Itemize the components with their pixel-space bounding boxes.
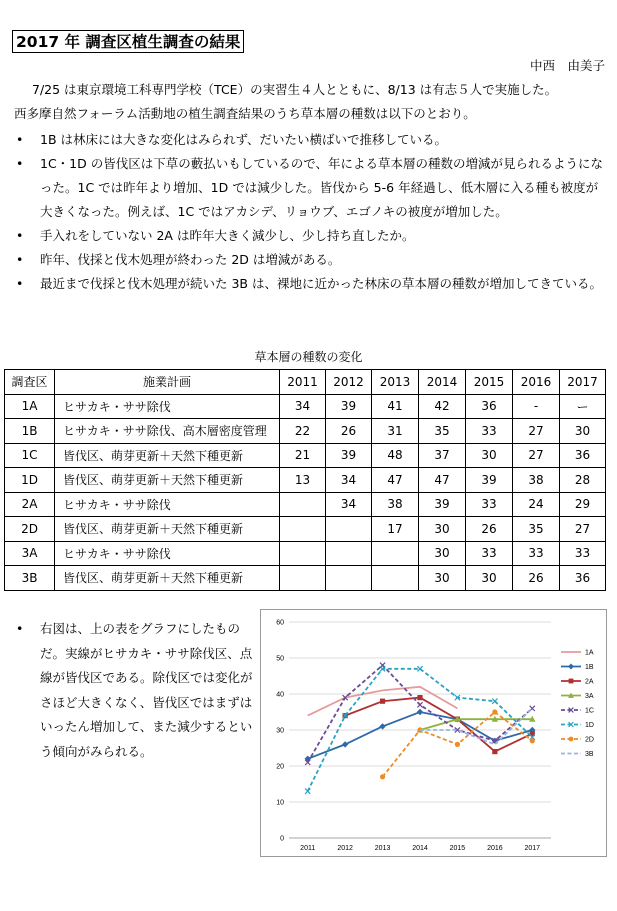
- treatment-cell: 皆伐区、萌芽更新＋天然下種更新: [55, 443, 280, 468]
- count-cell: [280, 541, 326, 566]
- count-cell: 26: [466, 517, 513, 542]
- count-cell: [372, 566, 419, 591]
- chart-note-item: [14, 617, 254, 764]
- count-cell: 13: [280, 468, 326, 493]
- count-cell: 47: [372, 468, 419, 493]
- point-2D: [492, 709, 497, 714]
- bullet-mark: •: [16, 276, 24, 291]
- y-tick-label: 0: [280, 835, 284, 843]
- count-cell: 38: [372, 492, 419, 517]
- count-cell: 37: [419, 443, 466, 468]
- finding-item: [14, 128, 606, 152]
- table-caption: 草本層の種数の変化: [254, 350, 363, 364]
- finding-text: 昨年、伐採と伐木処理が終わった 2D は増減がある。: [40, 252, 341, 267]
- x-tick-label: 2013: [374, 845, 391, 852]
- legend-label-1C: 1C: [585, 707, 594, 715]
- count-cell: 30: [466, 443, 513, 468]
- count-cell: 34: [280, 394, 326, 419]
- point-2A: [492, 749, 497, 754]
- point-1D: [492, 699, 497, 704]
- header-cell: 施業計画: [55, 370, 280, 395]
- treatment-cell: ヒサカキ・ササ除伐: [55, 394, 280, 419]
- table-row: [5, 443, 606, 468]
- table-row: [5, 419, 606, 444]
- count-cell: [280, 566, 326, 591]
- count-cell: 39: [326, 394, 372, 419]
- count-cell: 33: [466, 492, 513, 517]
- count-cell: ー: [560, 394, 606, 419]
- x-tick-label: 2011: [300, 845, 316, 852]
- count-cell: [326, 541, 372, 566]
- legend-label-1D: 1D: [585, 722, 594, 729]
- x-tick-label: 2015: [449, 845, 466, 852]
- count-cell: 26: [513, 566, 560, 591]
- legend-label-3A: 3A: [585, 693, 594, 700]
- count-cell: -: [513, 394, 560, 419]
- bullet-mark: •: [16, 132, 24, 147]
- point-1C: [417, 702, 422, 707]
- bullet-mark: •: [16, 621, 24, 636]
- header-cell: 2014: [419, 370, 466, 395]
- count-cell: 36: [560, 566, 606, 591]
- y-tick-label: 10: [276, 799, 284, 807]
- count-cell: 26: [326, 419, 372, 444]
- count-cell: 33: [513, 541, 560, 566]
- legend-label-1B: 1B: [585, 664, 594, 671]
- legend-marker-1B: [568, 664, 574, 670]
- count-cell: 39: [326, 443, 372, 468]
- plot-id-cell: 3B: [5, 566, 55, 591]
- count-cell: 22: [280, 419, 326, 444]
- point-1B: [379, 723, 385, 729]
- count-cell: 42: [419, 394, 466, 419]
- count-cell: 27: [513, 443, 560, 468]
- point-2A: [417, 695, 422, 700]
- treatment-cell: 皆伐区、萌芽更新＋天然下種更新: [55, 517, 280, 542]
- count-cell: 31: [372, 419, 419, 444]
- finding-item: [14, 248, 606, 272]
- header-cell: 2012: [326, 370, 372, 395]
- chart-note-text: 右図は、上の表をグラフにしたものだ。実線がヒサカキ・ササ除伐区、点線が皆伐区である。除伐区では変化がさほど大きくなく、皆伐区ではまずはいったん増加して、また減少するという傾向がみられる。: [40, 621, 253, 759]
- count-cell: [326, 566, 372, 591]
- x-tick-label: 2014: [412, 845, 428, 852]
- treatment-cell: 皆伐区、萌芽更新＋天然下種更新: [55, 566, 280, 591]
- count-cell: 27: [513, 419, 560, 444]
- header-cell: 2017: [560, 370, 606, 395]
- count-cell: 34: [326, 468, 372, 493]
- count-cell: 35: [513, 517, 560, 542]
- x-tick-label: 2016: [487, 845, 503, 852]
- table-body: [5, 394, 606, 590]
- table-row: [5, 541, 606, 566]
- y-tick-label: 60: [276, 619, 284, 627]
- count-cell: 27: [560, 517, 606, 542]
- finding-item: [14, 152, 606, 224]
- finding-item: [14, 224, 606, 248]
- table-row: [5, 566, 606, 591]
- plot-id-cell: 1A: [5, 394, 55, 419]
- legend-marker-2A: [569, 679, 574, 684]
- legend-label-1A: 1A: [585, 649, 594, 657]
- x-tick-label: 2012: [337, 845, 353, 852]
- plot-id-cell: 2D: [5, 517, 55, 542]
- point-1B: [417, 709, 423, 715]
- count-cell: [372, 541, 419, 566]
- y-tick-label: 30: [276, 727, 284, 735]
- point-2D: [455, 742, 460, 747]
- count-cell: 39: [466, 468, 513, 493]
- count-cell: 30: [466, 566, 513, 591]
- count-cell: [280, 492, 326, 517]
- species-line-chart: [260, 609, 607, 857]
- header-cell: 調査区: [5, 370, 55, 395]
- table-header-row: [5, 370, 606, 395]
- point-1B: [342, 741, 348, 747]
- bullet-mark: •: [16, 228, 24, 243]
- count-cell: 39: [419, 492, 466, 517]
- y-tick-label: 20: [276, 763, 284, 771]
- point-2D: [380, 774, 385, 779]
- count-cell: 30: [560, 419, 606, 444]
- finding-item: [14, 272, 606, 296]
- count-cell: 33: [560, 541, 606, 566]
- x-tick-label: 2017: [524, 845, 541, 852]
- chart-note: [14, 617, 254, 764]
- treatment-cell: 皆伐区、萌芽更新＋天然下種更新: [55, 468, 280, 493]
- table-row: [5, 394, 606, 419]
- table-row: [5, 517, 606, 542]
- count-cell: 30: [419, 517, 466, 542]
- header-cell: 2013: [372, 370, 419, 395]
- finding-text: 1B は林床には大きな変化はみられず、だいたい横ばいで推移している。: [40, 132, 448, 147]
- header-cell: 2016: [513, 370, 560, 395]
- plot-id-cell: 1B: [5, 419, 55, 444]
- author-name: 中西 由美子: [529, 58, 605, 73]
- count-cell: 28: [560, 468, 606, 493]
- treatment-cell: ヒサカキ・ササ除伐: [55, 541, 280, 566]
- count-cell: 30: [419, 566, 466, 591]
- legend-label-3B: 3B: [585, 751, 594, 758]
- count-cell: 34: [326, 492, 372, 517]
- treatment-cell: ヒサカキ・ササ除伐、高木層密度管理: [55, 419, 280, 444]
- y-tick-label: 50: [276, 655, 284, 663]
- count-cell: 35: [419, 419, 466, 444]
- species-count-table: [4, 369, 606, 591]
- finding-text: 1C・1D の皆伐区は下草の藪払いもしているので、年による草本層の種数の増減が見られるようになった。1C では昨年より増加、1D では減少した。皆伐から 5-6 年経過し、低木層に入る種も被度が大きくなった。例えば、1C ではアカシデ、リョウブ、エゴノキの被度が増加した。: [40, 156, 603, 219]
- finding-text: 最近まで伐採と伐木処理が続いた 3B は、裸地に近かった林床の草本層の種数が増加してきている。: [40, 276, 602, 291]
- count-cell: [326, 517, 372, 542]
- intro-paragraph: [14, 78, 606, 126]
- plot-id-cell: 2A: [5, 492, 55, 517]
- count-cell: 36: [466, 394, 513, 419]
- legend-label-2A: 2A: [585, 678, 594, 686]
- count-cell: 33: [466, 419, 513, 444]
- point-2D: [530, 738, 535, 743]
- page-title: 2017 年 調査区植生調査の結果: [12, 30, 244, 53]
- count-cell: 30: [419, 541, 466, 566]
- header-cell: 2011: [280, 370, 326, 395]
- plot-id-cell: 1D: [5, 468, 55, 493]
- plot-id-cell: 3A: [5, 541, 55, 566]
- count-cell: 48: [372, 443, 419, 468]
- count-cell: [280, 517, 326, 542]
- treatment-cell: ヒサカキ・ササ除伐: [55, 492, 280, 517]
- legend-label-2D: 2D: [585, 736, 594, 744]
- y-tick-label: 40: [276, 691, 284, 699]
- chart-svg: [261, 610, 606, 856]
- header-cell: 2015: [466, 370, 513, 395]
- intro-line-2: 西多摩自然フォーラム活動地の植生調査結果のうち草本層の種数は以下のとおり。: [14, 106, 476, 121]
- bullet-mark: •: [16, 156, 24, 171]
- table-row: [5, 468, 606, 493]
- count-cell: 33: [466, 541, 513, 566]
- findings-list: [14, 128, 606, 296]
- series-line-3B: [420, 708, 532, 744]
- count-cell: 38: [513, 468, 560, 493]
- table-row: [5, 492, 606, 517]
- point-2A: [380, 699, 385, 704]
- legend-marker-2D: [569, 737, 574, 742]
- count-cell: 24: [513, 492, 560, 517]
- count-cell: 21: [280, 443, 326, 468]
- plot-id-cell: 1C: [5, 443, 55, 468]
- count-cell: 17: [372, 517, 419, 542]
- count-cell: 36: [560, 443, 606, 468]
- point-1D: [417, 666, 422, 671]
- intro-line-1: 7/25 は東京環境工科専門学校（TCE）の実習生４人とともに、8/13 は有志５人で実施した。: [32, 82, 558, 97]
- finding-text: 手入れをしていない 2A は昨年大きく減少し、少し持ち直したか。: [40, 228, 415, 243]
- count-cell: 47: [419, 468, 466, 493]
- bullet-mark: •: [16, 252, 24, 267]
- count-cell: 29: [560, 492, 606, 517]
- count-cell: 41: [372, 394, 419, 419]
